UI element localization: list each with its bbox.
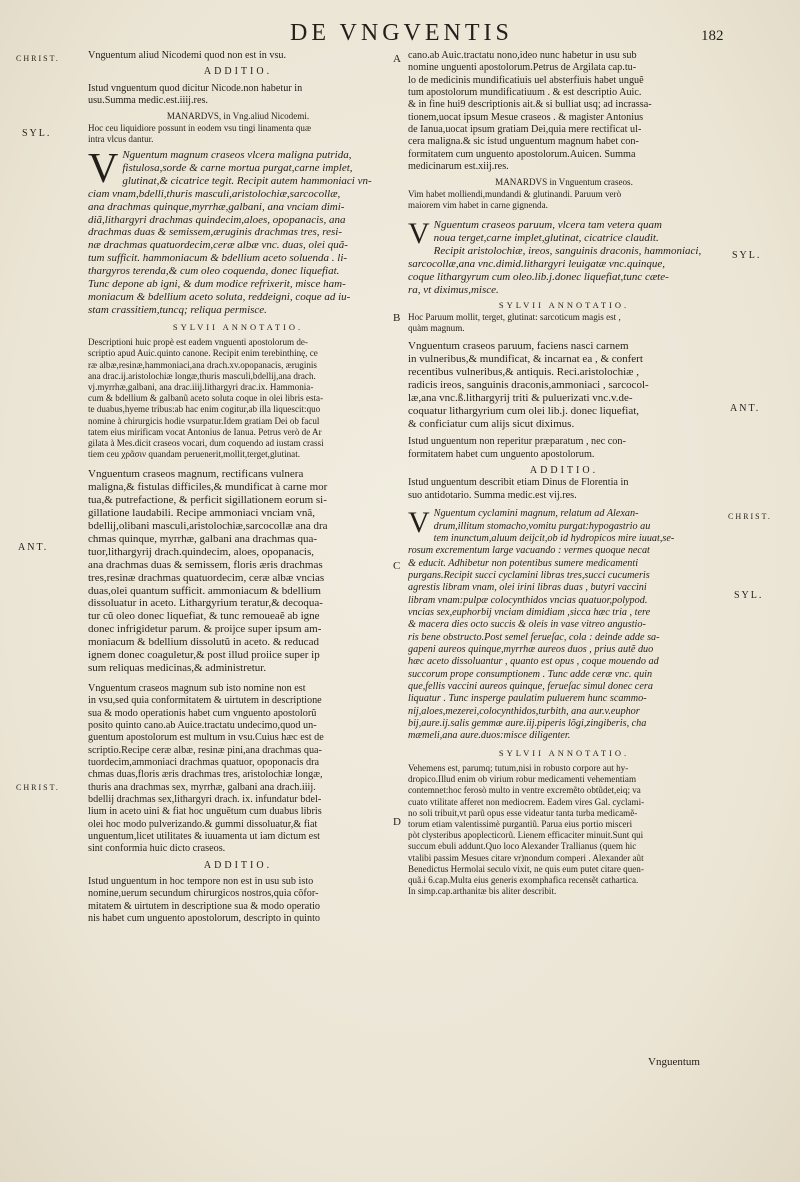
- text-line: cuato vtilitate afferet non mediocrem. Eadem vires Gal. cyclami-: [408, 796, 645, 807]
- text-line: SYLVII ANNOTATIO.: [498, 300, 630, 311]
- margin-label-ant: ANT.: [18, 542, 49, 553]
- drop-capital: V: [408, 217, 430, 251]
- text-line: ignem donec coaguletur,& post illud proiice super ip: [88, 649, 320, 662]
- text-line: Hoc Paruum mollit, terget, glutinat: sarcoticum magis est ,: [408, 311, 621, 322]
- text-line: SYLVII ANNOTATIO.: [172, 321, 304, 332]
- text-line: tionem,uocat ipsum Mesue craseos . & magister Antonius: [408, 111, 644, 123]
- text-line: sum reliquas medicinas,& administretur.: [88, 661, 267, 674]
- margin-label-syl: SYL.: [22, 128, 52, 139]
- text-line: ciam vnam,bdelli,thuris masculi,aristolochiæ,sarcocollæ,: [88, 187, 341, 200]
- text-line: Vnguentum craseos paruum, faciens nasci carnem: [408, 340, 629, 353]
- additio-paragraph: [88, 83, 388, 108]
- heading-nicodemi: [88, 50, 388, 62]
- text-line: tres,resinæ drachmas quatuordecim, ceræ albæ vncias: [88, 571, 325, 584]
- text-line: tum sufficit. hammoniacum & bdellium aceto soluenda . li-: [88, 252, 348, 265]
- drop-capital: V: [88, 145, 119, 192]
- text-line: In simp.cap.arthanitæ bis aliter describit.: [408, 886, 557, 897]
- text-line: te duabus,hyeme tribus:ab hac enim cogitur,ab illa liquescit:quo: [88, 404, 321, 415]
- manardus-note: [408, 177, 720, 211]
- text-line: sint conformia huic dicto craseos.: [88, 843, 226, 855]
- text-line: læ,ana vnc.ß.lithargyrij triti & puluerizati vnc.v.de-: [408, 391, 633, 404]
- text-line: fistulosa,sorde & carne mortua purgat,carne implet,: [122, 161, 353, 174]
- text-line: bdellij drachmas sex,lithargyri drach. ix. infundatur bdel-: [88, 793, 322, 805]
- sylvii-annotation: [408, 300, 720, 334]
- section-marker-b: B: [393, 312, 401, 324]
- text-line: tua,& putrefactione, & perficit sigillationem eorum si-: [88, 494, 327, 507]
- text-line: ana drac.ij.aristolochiæ longæ,thuris masculi,bdellij,ana drach.: [88, 370, 316, 381]
- text-line: & macera dies octo succis & oleis in vase vitreo angustio-: [408, 619, 646, 631]
- text-line: nomine à chirurgicis hodie vsurpatur.Idem gratiam Dei ob facul: [88, 415, 320, 426]
- section-marker-a: A: [393, 53, 401, 65]
- text-line: gapeni aureos quinque,myrrhæ aureos duos , prius autẽ duo: [408, 643, 654, 655]
- text-line: Istud unguentum in hoc tempore non est in usu sub isto: [88, 876, 314, 887]
- ant-paragraph: [408, 340, 720, 430]
- text-line: suo antidotario. Summa medic.est vij.res.: [408, 489, 577, 501]
- text-line: & educit. Adhibetur non potentibus sumere medicamenti: [408, 557, 639, 569]
- text-line: olei hoc modo pulverizando.& gummi dissoluatur,& fiat: [88, 818, 318, 830]
- text-line: bdellij,olibani masculi,aristolochiæ,sarcocollæ ana dra: [88, 519, 328, 532]
- christ-paragraph: [408, 436, 720, 461]
- text-line: nis habet cum unguento apostolorum, descripto in quinto: [88, 913, 321, 925]
- text-line: Tunc depone ab igni, & dum modice refrixerit, misce ham-: [88, 278, 346, 291]
- text-line: Vnguentum craseos magnum, rectificans vulnera: [88, 468, 304, 481]
- text-line: diã,lithargyri drachmas quindecim,aloes, opopanacis, ana: [88, 213, 346, 226]
- margin-label-christ: CHRIST.: [16, 54, 60, 63]
- text-line: lo de medicinis mundificatiuis uel absterfiuis habet unguẽ: [408, 74, 644, 86]
- running-header: [0, 20, 800, 48]
- text-line: torum etiam valentissimè purgantiũ. Parua eius portio misceri: [408, 819, 633, 830]
- running-title: DE VNGVENTIS: [290, 20, 513, 46]
- sylvii-heading: [408, 747, 720, 759]
- text-line: næ drachmas quatuordecim,ceræ albæ vnc. duas, olei quã-: [88, 239, 348, 252]
- text-line: cano.ab Auic.tractatu nono,ideo nunc habetur in usu sub: [408, 50, 637, 61]
- text-line: recentibus vulneribus,& antiquis. Reci.aristolochiæ ,: [408, 365, 639, 378]
- text-line: noua terget,carne implet,glutinat, cicatrice claudit.: [433, 231, 659, 244]
- text-line: thargyros terenda,& cum oleo coquenda, donec liquefiat.: [88, 265, 340, 278]
- text-line: Istud vnguentum quod dicitur Nicode.non habetur in: [88, 82, 303, 94]
- text-line: coque lithargyrum cum oleo.lib.j.donec liquefiat,tunc cæte-: [408, 270, 669, 283]
- text-line: & conficiatur cum alijs sicut diximus.: [408, 417, 575, 430]
- text-line: tur cũ oleo donec liquefiat, & tunc remoueaẽ ab igne: [88, 610, 320, 623]
- margin-label-syl: SYL.: [734, 590, 764, 601]
- text-line: libram vnam:pulpæ colocynthidos vncias quatuor,polypod.: [408, 594, 648, 606]
- text-line: sarcocollæ,ana vnc.dimid.lithargyri leuigatæ vnc.quinque,: [408, 257, 666, 270]
- text-line: usu.Summa medic.est.iiij.res.: [88, 95, 208, 107]
- text-line: unguentum,licet utilitates & iuuamenta ut iam dictum est: [88, 830, 320, 842]
- text-line: contemnet:hoc ferosò multo in ventre excremẽto obtũdet,eiq; va: [408, 785, 641, 796]
- text-line: nomine unguenti apostolorum.Petrus de Argilata cap.tu-: [408, 62, 637, 74]
- text-line: gilata à Mes.dicit craseos vocari, dum coquendo ad iustam crassi: [88, 437, 324, 448]
- text-line: coquatur lithargyrium cum olei lib.j. donec liquefiat,: [408, 404, 640, 417]
- text-line: hæc aceto dissoluantur , quanto est opus , coque mouendo ad: [408, 656, 659, 668]
- text-line: chmas duas,floris æris drachmas tres, aristolochiæ longæ,: [88, 769, 323, 781]
- text-line: tum apostolorum mundificatiuum . & est descriptio Auic.: [408, 87, 642, 99]
- text-line: guentum apostolorum est multum in vsu.Cuius hæc est de: [88, 732, 324, 744]
- text-line: drum,illitum stomacho,vomitu purgat:hypogastrio au: [433, 520, 651, 532]
- text-line: ræ albæ,resinæ,hammoniaci,ana drach.xv.opopanacis, æruginis: [88, 359, 317, 370]
- text-line: posito quinto cano.ab Auice.tractatu undecimo,quod un-: [88, 719, 317, 731]
- christ-paragraph: [88, 683, 388, 856]
- text-line: Hoc ceu liquidiore possunt in eodem vsu tingi linamenta quæ: [88, 122, 312, 133]
- text-line: chmas quinque, myrrhæ, galbani ana drachmas qua-: [88, 532, 318, 545]
- text-line: radicis ireos, sanguinis draconis,ammoniaci , sarcocol-: [408, 378, 649, 391]
- text-line: Istud unguentum non reperitur præparatum , nec con-: [408, 436, 626, 448]
- text-line: ADDITIO.: [203, 859, 273, 871]
- parvum-recipe-paragraph: [408, 219, 720, 296]
- text-line: que,fellis vaccini aureos quinque, ferueſac simul donec cera: [408, 680, 653, 692]
- additio-heading: [88, 860, 388, 872]
- text-line: vtalibi passim Mesues citare vr)nondum comperi . Alexander aũt: [408, 852, 644, 863]
- text-line: Benedictus Hermolai seculo vixit, ne quis eum putet citare quen-: [408, 863, 644, 874]
- text-line: ADDITIO.: [529, 465, 599, 477]
- margin-label-ant: ANT.: [730, 403, 761, 414]
- margin-label-christ: CHRIST.: [16, 783, 60, 792]
- text-line: ra, vt diximus,misce.: [408, 283, 499, 296]
- text-line: rosum excrementum large vacuando : vermes quoque necat: [408, 545, 650, 557]
- text-line: ana drachmas duas & semissem, floris æris drachmas: [88, 558, 323, 571]
- text-line: donec infrigidetur parum. & proijce super ipsum am-: [88, 623, 322, 636]
- text-line: Istud unguentum describit etiam Dinus de Florentia in: [408, 477, 629, 489]
- section-marker-d: D: [393, 816, 401, 828]
- text-line: drachmas duas & semissem,æruginis drachmas tres, resi-: [88, 226, 343, 239]
- text-line: & in fine hui9 descriptionis ait.& si bulliat usq; ad incrassa-: [408, 99, 652, 111]
- text-line: cera maligna.& sic istud unguentum magnum habet con-: [408, 136, 639, 148]
- text-line: thuris ana drachmas sex, myrrhæ, galbani ana drach.iiij.: [88, 781, 316, 793]
- text-line: succum ebuli addunt.Quo loco Alexander Trallianus (quem hic: [408, 841, 637, 852]
- text-line: Vnguentum aliud Nicodemi quod non est in vsu.: [88, 50, 287, 61]
- text-line: medicinarum est.xiij.res.: [408, 161, 509, 173]
- drop-capital: V: [408, 506, 430, 540]
- text-line: duas,olei quantum sufficit. ammoniacum & bdellium: [88, 584, 321, 597]
- additio-heading: [88, 66, 388, 78]
- additio-section: [408, 465, 720, 502]
- text-line: tatem eius mirificam vocat Antonius de Ianua. Petrus verò de Ar: [88, 426, 322, 437]
- text-line: ris bene obstructo.Post semel ferueſac, cola : deinde adde sa-: [408, 631, 660, 643]
- text-line: nomine,uerum secundum chirurgicos nostros,quia cõfor-: [88, 888, 319, 900]
- section-marker-c: C: [393, 560, 401, 572]
- main-recipe-paragraph: [88, 145, 388, 317]
- text-line: nij,aloes,mezerei,colocynthidos,turbith, ana aur.v.euphor: [408, 705, 640, 717]
- text-line: no soli tribuit,vt parũ opus esse videatur tanta turba medicamẽ-: [408, 807, 638, 818]
- text-line: vncias sex,euphorbij vnciam dimidiam ,sicca hæc tria , tere: [408, 606, 651, 618]
- text-line: ADDITIO.: [203, 66, 273, 78]
- text-line: scriptio.Recipe ceræ albæ, resinæ pini,ana drachmas qua-: [88, 744, 322, 756]
- sylvii-annotation: [88, 337, 388, 460]
- text-line: bij,aure.ij.salis gemmæ aure.iij.piperis lõgi,zingiberis, cha: [408, 718, 647, 729]
- text-line: agrestis libram vnam, olei irini libras duas , butyri vaccini: [408, 582, 647, 594]
- additio-paragraph: [88, 876, 388, 925]
- text-line: dissoluatur in aceto. Lithargyrium teratur,& decoqua-: [88, 597, 323, 610]
- sylvii-heading: [88, 321, 388, 333]
- text-line: purgans.Recipit succi cyclamini libras tres,succi cucumeris: [408, 569, 650, 581]
- text-line: succorum prope consumptionem . Tunc adde ceræ vnc. quin: [408, 668, 653, 680]
- text-line: tem inunctum,aluum deijcit,ob id hydropicos mire iuuat,se-: [433, 532, 675, 544]
- text-line: mitatem & uirtutem in descriptione sua & modo operatio: [88, 900, 320, 912]
- text-line: dropico.Illud enim ob virium robur medicamenti vehementiam: [408, 774, 637, 785]
- text-line: lium in aceto uini & fiat hoc unguẽtum cum duabus libris: [88, 806, 322, 818]
- text-line: gillatione laudabili. Recipe ammoniaci vnciam vnã,: [88, 507, 315, 520]
- text-line: Vehemens est, parumq; tutum,nisi in robusto corpore aut hy-: [408, 763, 629, 774]
- text-line: Recipit aristolochiæ, ireos, sanguinis draconis, hammoniaci,: [433, 244, 702, 257]
- text-line: moniacum & bdellium aceto soluta, reddeigni, coque ad iu-: [88, 290, 351, 303]
- text-line: Descriptioni huic propè est eadem vnguenti apostolorum de-: [88, 337, 308, 348]
- text-line: vj.myrrhæ,galbani, ana drac.iiij.lithargyri drac.ix. Hammonia-: [88, 381, 314, 392]
- text-line: scriptio apud Auic.quinto canone. Recipit enim terebinthinę, ce: [88, 348, 318, 359]
- text-line: glutinat,& cicatrice tegit. Recipit autem hammoniaci vn-: [122, 174, 372, 187]
- text-line: moniacum & bdellium dissolutũ in aceto. & reducad: [88, 636, 319, 649]
- text-line: maligna,& fistulas difficiles,& mundificat à carne mor: [88, 481, 328, 494]
- text-line: in vsu,sed quia conformitatem & uirtutem in descriptione: [88, 695, 322, 707]
- text-line: pòt clysteribus apoplecticorũ. Lienem efficaciter minuit.Sunt qui: [408, 830, 644, 841]
- right-column: [408, 50, 720, 897]
- page-number: 182: [701, 28, 724, 44]
- text-line: Nguentum craseos paruum, vlcera tam vetera quam: [433, 219, 662, 232]
- catchword: Vnguentum: [648, 1056, 700, 1068]
- text-line: Vnguentum craseos magnum sub isto nomine non est: [88, 682, 306, 694]
- text-line: mæmeli,ana aure.duos:misce diligenter.: [408, 730, 571, 742]
- text-line: tuordecim,ammoniaci drachmas quatuor, opoponacis dra: [88, 756, 319, 768]
- manardus-note: [88, 111, 388, 145]
- ant-paragraph: [88, 468, 388, 675]
- margin-label-christ: CHRIST.: [728, 512, 772, 521]
- cyclamini-recipe-paragraph: [408, 508, 720, 743]
- text-line: MANARDVS, in Vng.aliud Nicodemi.: [166, 111, 310, 122]
- left-column: [88, 50, 388, 925]
- margin-label-syl: SYL.: [732, 250, 762, 261]
- text-line: formitatem habet cum unguento apostolorum.: [408, 448, 595, 460]
- text-line: cum & bdellium & galbanũ aceto soluta coque in olei libris esta-: [88, 393, 324, 404]
- sylvii-annotation: [408, 763, 720, 897]
- continuation-paragraph: [408, 50, 720, 173]
- text-line: Nguentum magnum craseos vlcera maligna putrida,: [122, 148, 352, 161]
- text-line: in vulneribus,& mundificat, & incarnat ea , & confert: [408, 353, 643, 365]
- text-line: quã.i 6.cap.Multa eius generis exomphafica recensẽt cathartica.: [408, 875, 639, 886]
- text-line: quàm magnum.: [408, 322, 465, 333]
- text-line: maiorem vim habet in carne gignenda.: [408, 199, 548, 210]
- text-line: Nguentum cyclamini magnum, relatum ad Alexan-: [433, 508, 639, 520]
- text-line: formitatem cum unguento apostolorum.Auicen. Summa: [408, 148, 636, 160]
- text-line: tiem ceu χρᾶσιν quandam peruenerit,mollit,terget,glutinat.: [88, 449, 301, 460]
- text-line: ana drachmas quinque,myrrhæ,galbani, ana vnciam dimi-: [88, 200, 345, 213]
- text-line: de Ianua,uocat ipsum gratiam Dei,quia mere rectificat ul-: [408, 124, 642, 136]
- text-line: SYLVII ANNOTATIO.: [498, 747, 630, 758]
- text-line: tuor,lithargyrij drach.quindecim, aloes, opopanacis,: [88, 545, 315, 558]
- text-line: intra vlcus dantur.: [88, 133, 154, 144]
- text-line: Vim habet molliendi,mundandi & glutinandi. Paruum verò: [408, 188, 622, 199]
- text-line: stam crassitiem,tuncq; reliqua permisce.: [88, 303, 267, 316]
- text-line: sua & modo operationis habet cum vnguento apostolorũ: [88, 707, 317, 719]
- text-line: MANARDVS in Vnguentum craseos.: [495, 177, 633, 188]
- text-line: liquatur . Tunc insperge paulatim puluerem hunc scammo-: [408, 693, 647, 705]
